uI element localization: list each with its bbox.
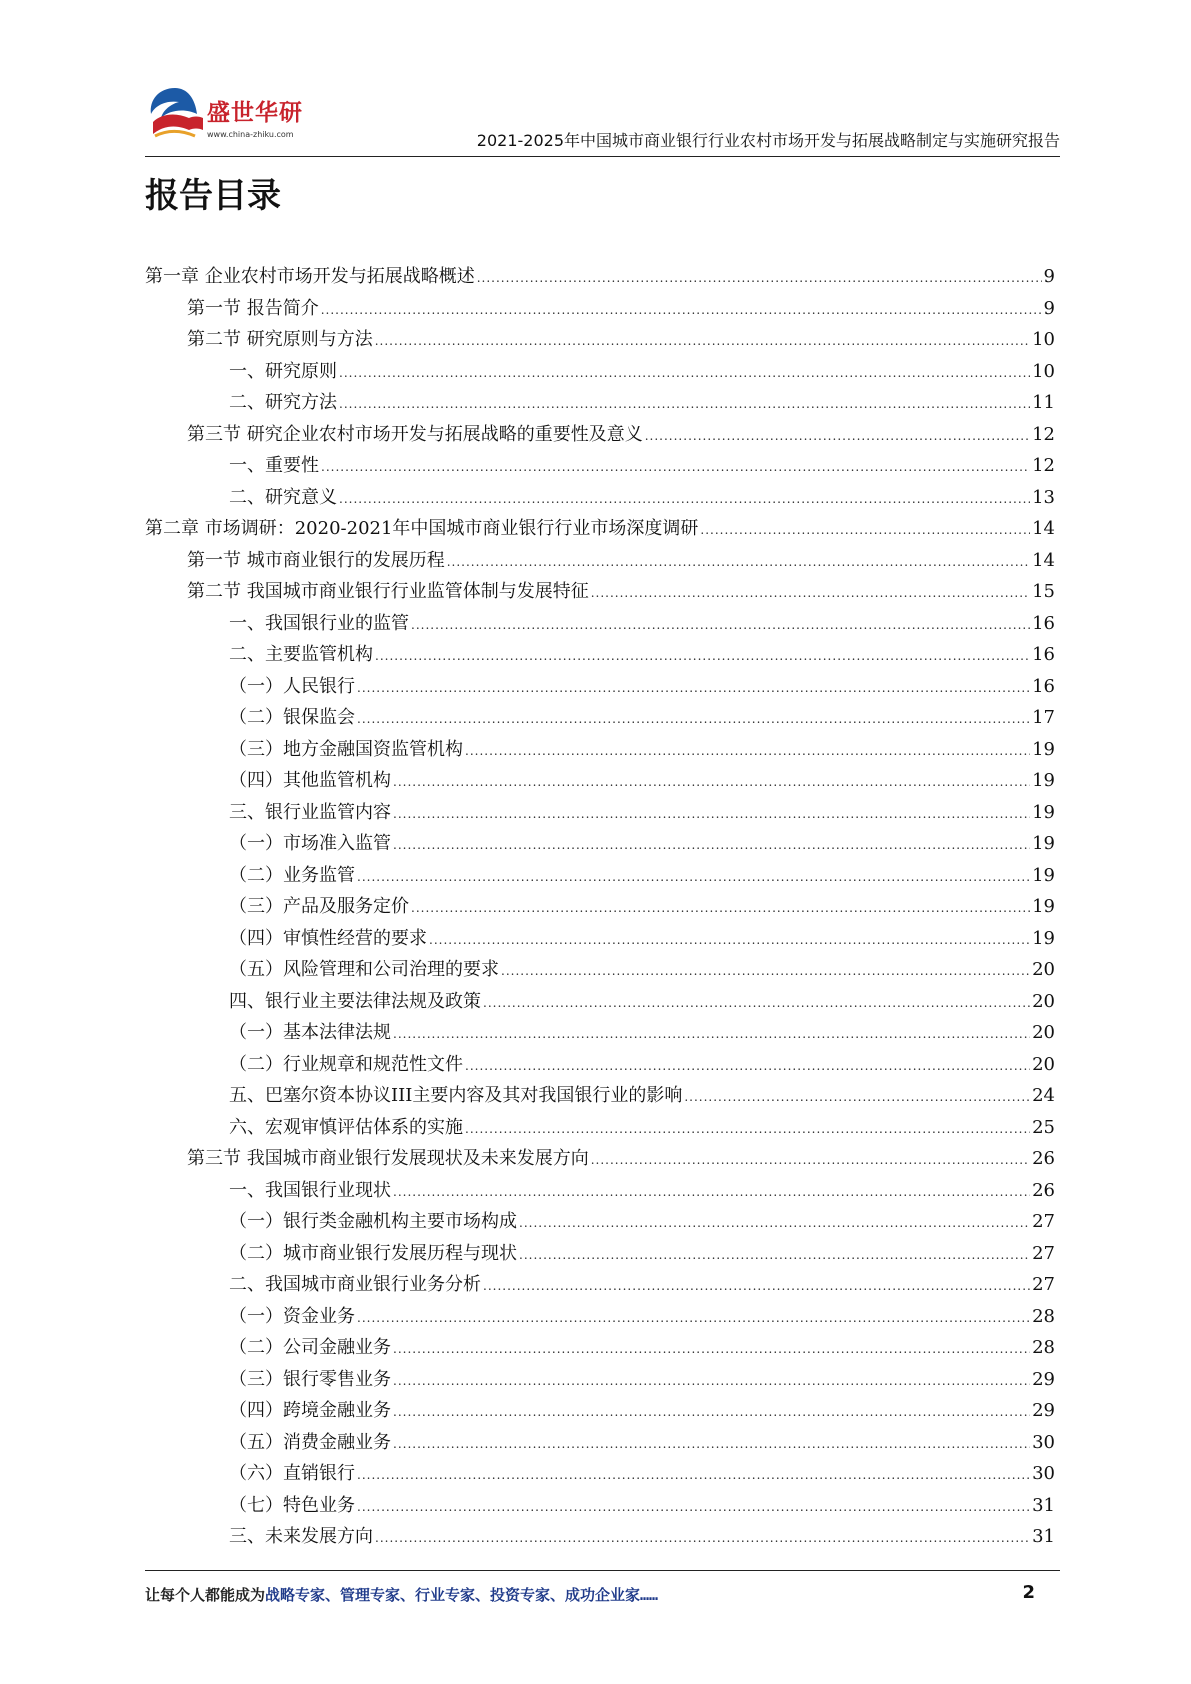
- toc-entry-title: 五、巴塞尔资本协议III主要内容及其对我国银行业的影响: [229, 1085, 683, 1106]
- toc-entry-title: （四）审慎性经营的要求: [229, 927, 427, 949]
- report-title: 2021-2025年中国城市商业银行行业农村市场开发与拓展战略制定与实施研究报告: [476, 131, 1060, 150]
- toc-leader-dots: [393, 1405, 1030, 1419]
- toc-entry-title: 二、我国城市商业银行业务分析: [229, 1274, 481, 1295]
- toc-entry[interactable]: [145, 672, 1055, 704]
- logo-mark-icon: [145, 84, 205, 146]
- toc-entry-page: 19: [1032, 896, 1055, 917]
- toc-entry[interactable]: [145, 1428, 1055, 1460]
- toc-entry-title: （一）基本法律法规: [229, 1022, 391, 1043]
- page-title: 报告目录: [145, 176, 281, 216]
- toc-leader-dots: [357, 1468, 1030, 1482]
- toc-leader-dots: [465, 1059, 1030, 1073]
- toc-leader-dots: [321, 303, 1042, 317]
- toc-entry-title: 第一节 城市商业银行的发展历程: [187, 549, 445, 571]
- toc-leader-dots: [393, 1185, 1030, 1199]
- toc-entry-title: （一）人民银行: [229, 675, 355, 697]
- toc-entry-title: （一）银行类金融机构主要市场构成: [229, 1211, 517, 1232]
- footer-slogan-roles: 战略专家、管理专家、行业专家、投资专家、成功企业家……: [265, 1586, 659, 1604]
- toc-leader-dots: [477, 271, 1042, 285]
- toc-entry[interactable]: [145, 325, 1055, 357]
- toc-leader-dots: [375, 649, 1030, 663]
- toc-entry-page: 10: [1032, 360, 1055, 382]
- toc-entry-title: 二、主要监管机构: [229, 644, 373, 665]
- toc-entry-title: 一、重要性: [229, 455, 319, 476]
- toc-entry[interactable]: [145, 357, 1055, 389]
- toc-leader-dots: [393, 838, 1030, 852]
- toc-entry-page: 19: [1032, 770, 1055, 791]
- toc-entry-page: 24: [1032, 1085, 1055, 1106]
- toc-entry-title: 二、研究意义: [229, 486, 337, 508]
- toc-entry-title: 第二节 我国城市商业银行行业监管体制与发展特征: [187, 581, 589, 602]
- toc-entry-title: （四）跨境金融业务: [229, 1400, 391, 1421]
- toc-leader-dots: [411, 618, 1030, 632]
- toc-entry[interactable]: [145, 1302, 1055, 1334]
- toc-entry-page: 16: [1032, 675, 1055, 697]
- toc-entry-page: 16: [1032, 644, 1055, 665]
- toc-entry-title: （二）银保监会: [229, 707, 355, 728]
- toc-entry-page: 26: [1032, 1148, 1055, 1169]
- toc-entry-page: 10: [1032, 329, 1055, 350]
- toc-entry-title: （五）风险管理和公司治理的要求: [229, 959, 499, 980]
- toc-leader-dots: [591, 1153, 1030, 1167]
- toc-entry[interactable]: [145, 766, 1055, 798]
- toc-leader-dots: [393, 807, 1030, 821]
- toc-leader-dots: [393, 1374, 1030, 1388]
- toc-entry[interactable]: [145, 1113, 1055, 1145]
- page-number: 2: [1022, 1582, 1035, 1603]
- header-divider: [145, 156, 1060, 157]
- toc-leader-dots: [375, 334, 1030, 348]
- toc-entry[interactable]: [145, 1176, 1055, 1208]
- toc-entry-title: （六）直销银行: [229, 1463, 355, 1484]
- toc-entry-page: 19: [1032, 801, 1055, 823]
- toc-leader-dots: [339, 366, 1030, 380]
- toc-entry[interactable]: [145, 294, 1055, 326]
- toc-leader-dots: [339, 397, 1030, 411]
- toc-entry-page: 9: [1043, 266, 1055, 287]
- toc-entry-page: 20: [1032, 1053, 1055, 1075]
- toc-entry[interactable]: [145, 1365, 1055, 1397]
- toc-entry-title: 第一章 企业农村市场开发与拓展战略概述: [145, 266, 475, 287]
- toc-entry[interactable]: [145, 1522, 1055, 1554]
- toc-entry-page: 20: [1032, 1022, 1055, 1043]
- logo-text: 盛世华研: [207, 100, 303, 126]
- toc-entry-page: 15: [1032, 581, 1055, 602]
- toc-entry-page: 31: [1032, 1494, 1055, 1516]
- toc-entry[interactable]: [145, 1144, 1055, 1176]
- toc-entry-page: 28: [1032, 1337, 1055, 1358]
- toc-entry-title: 六、宏观审慎评估体系的实施: [229, 1116, 463, 1138]
- toc-entry-title: 第二节 研究原则与方法: [187, 329, 373, 350]
- toc-leader-dots: [684, 1090, 1030, 1104]
- toc-entry[interactable]: [145, 955, 1055, 987]
- toc-entry-title: 三、未来发展方向: [229, 1526, 373, 1547]
- toc-entry[interactable]: [145, 1050, 1055, 1082]
- toc-leader-dots: [483, 1279, 1030, 1293]
- toc-entry-title: （三）地方金融国资监管机构: [229, 738, 463, 760]
- toc-entry-title: 二、研究方法: [229, 392, 337, 413]
- toc-entry-page: 19: [1032, 927, 1055, 949]
- toc-entry-title: 第三节 我国城市商业银行发展现状及未来发展方向: [187, 1148, 589, 1169]
- toc-leader-dots: [357, 712, 1030, 726]
- toc-leader-dots: [429, 933, 1030, 947]
- toc-entry[interactable]: [145, 1207, 1055, 1239]
- toc-entry-page: 19: [1032, 833, 1055, 854]
- toc-leader-dots: [645, 429, 1030, 443]
- toc-leader-dots: [357, 1500, 1030, 1514]
- toc-entry[interactable]: [145, 798, 1055, 830]
- toc-entry-title: （一）资金业务: [229, 1305, 355, 1327]
- toc-leader-dots: [339, 492, 1030, 506]
- toc-entry-title: 一、我国银行业现状: [229, 1179, 391, 1201]
- toc-entry-title: 四、银行业主要法律法规及政策: [229, 990, 481, 1012]
- toc-entry-title: （七）特色业务: [229, 1494, 355, 1516]
- company-logo: [145, 84, 320, 154]
- toc-leader-dots: [465, 1122, 1030, 1136]
- toc-entry-page: 27: [1032, 1242, 1055, 1264]
- toc-leader-dots: [393, 775, 1030, 789]
- toc-leader-dots: [700, 523, 1030, 537]
- toc-leader-dots: [357, 1311, 1030, 1325]
- footer-slogan-lead: 让每个人都能成为: [145, 1586, 266, 1604]
- toc-entry-title: （三）产品及服务定价: [229, 896, 409, 917]
- toc-entry-page: 19: [1032, 738, 1055, 760]
- toc-entry-title: 一、我国银行业的监管: [229, 612, 409, 634]
- toc-entry-page: 17: [1032, 707, 1055, 728]
- toc-entry-page: 26: [1032, 1179, 1055, 1201]
- toc-entry-title: （三）银行零售业务: [229, 1368, 391, 1390]
- toc-entry[interactable]: [145, 262, 1055, 294]
- toc-entry[interactable]: [145, 861, 1055, 893]
- toc-leader-dots: [357, 681, 1030, 695]
- toc-leader-dots: [375, 1531, 1030, 1545]
- toc-entry-page: 11: [1032, 392, 1055, 413]
- toc-leader-dots: [393, 1342, 1030, 1356]
- toc-entry-title: （二）城市商业银行发展历程与现状: [229, 1242, 517, 1264]
- toc-entry-page: 9: [1043, 297, 1055, 319]
- toc-entry[interactable]: [145, 1333, 1055, 1365]
- toc-leader-dots: [447, 555, 1030, 569]
- toc-entry[interactable]: [145, 924, 1055, 956]
- toc-entry[interactable]: [145, 609, 1055, 641]
- toc-entry-page: 31: [1032, 1526, 1055, 1547]
- toc-entry-title: （二）行业规章和规范性文件: [229, 1053, 463, 1075]
- toc-leader-dots: [519, 1216, 1030, 1230]
- toc-entry[interactable]: [145, 1239, 1055, 1271]
- toc-entry[interactable]: [145, 1081, 1055, 1113]
- toc-entry[interactable]: [145, 703, 1055, 735]
- toc-entry[interactable]: [145, 546, 1055, 578]
- toc-leader-dots: [591, 586, 1030, 600]
- toc-entry[interactable]: [145, 577, 1055, 609]
- toc-entry-page: 19: [1032, 864, 1055, 886]
- toc-entry-page: 20: [1032, 990, 1055, 1012]
- toc-leader-dots: [321, 460, 1030, 474]
- toc-leader-dots: [411, 901, 1030, 915]
- toc-entry[interactable]: [145, 420, 1055, 452]
- toc-leader-dots: [393, 1437, 1030, 1451]
- toc-entry-title: 三、银行业监管内容: [229, 801, 391, 823]
- toc-entry[interactable]: [145, 1459, 1055, 1491]
- toc-entry-title: （一）市场准入监管: [229, 833, 391, 854]
- logo-url: www.china-zhiku.com: [207, 130, 294, 139]
- toc-leader-dots: [483, 996, 1030, 1010]
- toc-leader-dots: [519, 1248, 1030, 1262]
- toc-entry[interactable]: [145, 451, 1055, 483]
- toc-entry-page: 28: [1032, 1305, 1055, 1327]
- toc-entry[interactable]: [145, 640, 1055, 672]
- toc-entry[interactable]: [145, 1270, 1055, 1302]
- toc-entry-page: 30: [1032, 1463, 1055, 1484]
- toc-entry-page: 14: [1032, 549, 1055, 571]
- toc-entry-page: 14: [1032, 518, 1055, 539]
- toc-entry-page: 12: [1032, 423, 1055, 445]
- toc-entry[interactable]: [145, 1491, 1055, 1523]
- toc-entry-page: 12: [1032, 455, 1055, 476]
- toc-entry[interactable]: [145, 892, 1055, 924]
- page-header: [145, 78, 1060, 160]
- toc-entry-title: （四）其他监管机构: [229, 770, 391, 791]
- toc-entry[interactable]: [145, 829, 1055, 861]
- toc-entry-page: 30: [1032, 1431, 1055, 1453]
- toc-entry-page: 16: [1032, 612, 1055, 634]
- toc-entry-page: 29: [1032, 1400, 1055, 1421]
- toc-entry-title: （二）业务监管: [229, 864, 355, 886]
- toc-entry[interactable]: [145, 735, 1055, 767]
- toc-entry-title: 第一节 报告简介: [187, 297, 319, 319]
- page-footer: [145, 1584, 1035, 1605]
- toc-leader-dots: [465, 744, 1030, 758]
- toc-entry[interactable]: [145, 1396, 1055, 1428]
- footer-divider: [145, 1570, 1060, 1571]
- toc-entry-title: （五）消费金融业务: [229, 1431, 391, 1453]
- toc-entry-title: 一、研究原则: [229, 360, 337, 382]
- toc-leader-dots: [357, 870, 1030, 884]
- toc-entry-page: 20: [1032, 959, 1055, 980]
- toc-entry-title: （二）公司金融业务: [229, 1337, 391, 1358]
- toc-entry-page: 27: [1032, 1211, 1055, 1232]
- table-of-contents: [145, 262, 1055, 1554]
- toc-entry[interactable]: [145, 514, 1055, 546]
- toc-entry[interactable]: [145, 388, 1055, 420]
- toc-entry-page: 25: [1032, 1116, 1055, 1138]
- toc-entry-title: 第二章 市场调研：2020-2021年中国城市商业银行行业市场深度调研: [145, 518, 699, 539]
- toc-entry-title: 第三节 研究企业农村市场开发与拓展战略的重要性及意义: [187, 423, 643, 445]
- toc-entry[interactable]: [145, 1018, 1055, 1050]
- toc-entry-page: 27: [1032, 1274, 1055, 1295]
- toc-entry-page: 29: [1032, 1368, 1055, 1390]
- toc-entry-page: 13: [1032, 486, 1055, 508]
- toc-leader-dots: [393, 1027, 1030, 1041]
- toc-leader-dots: [501, 964, 1030, 978]
- toc-entry[interactable]: [145, 987, 1055, 1019]
- toc-entry[interactable]: [145, 483, 1055, 515]
